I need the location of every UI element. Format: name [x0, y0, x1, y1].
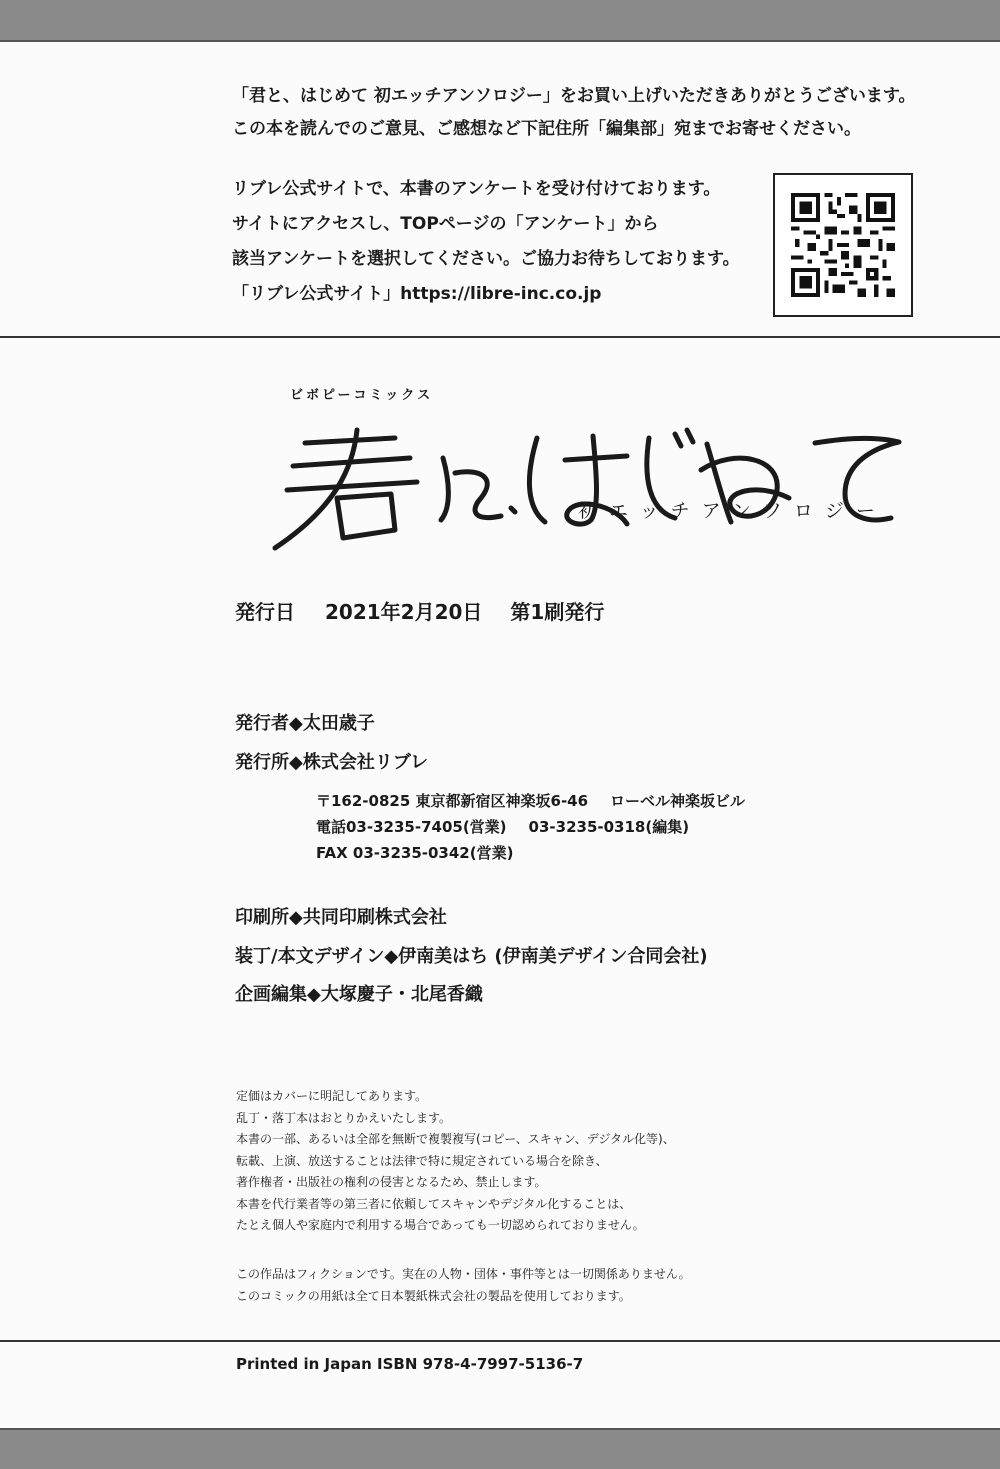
top-scan-band [0, 0, 1000, 42]
phone-sales: 電話03-3235-7405(営業) [316, 818, 507, 836]
bottom-scan-band [0, 1428, 1000, 1469]
phone-editorial: 03-3235-0318(編集) [528, 818, 690, 836]
fax-line: FAX 03-3235-0342(営業) [316, 844, 514, 862]
isbn-footer: Printed in Japan ISBN 978-4-7997-5136-7 [236, 1355, 584, 1373]
qr-code[interactable] [773, 173, 913, 317]
publisher-address [316, 788, 745, 866]
survey-line: 該当アンケートを選択してください。ご協力お待ちしております。 [232, 249, 740, 269]
note-line: 乱丁・落丁本はおとりかえいたします。 [236, 1110, 452, 1125]
building-name: ローベル神楽坂ビル [610, 792, 746, 810]
note-line: たとえ個人や家庭内で利用する場合であっても一切認められておりません。 [236, 1218, 645, 1232]
survey-line: リブレ公式サイトで、本書のアンケートを受け付けております。 [232, 179, 721, 199]
printer-credit: 印刷所◆共同印刷株式会社 [235, 907, 447, 928]
pubdate-label: 発行日 [235, 600, 295, 624]
phone-line [316, 814, 745, 840]
legal-notes [236, 1086, 675, 1237]
pubdate-value: 2021年2月20日 [325, 600, 483, 624]
publication-date [235, 596, 604, 625]
book-subtitle: 初エッチアンソロジー [578, 500, 887, 522]
note-line: 著作権者・出版社の権利の侵害となるため、禁止します。 [236, 1175, 547, 1189]
survey-url[interactable]: 「リブレ公式サイト」https://libre-inc.co.jp [232, 284, 602, 304]
address-line [316, 788, 745, 814]
qr-code-icon [791, 193, 895, 297]
survey-text [232, 172, 740, 312]
note-line: 定価はカバーに明記してあります。 [236, 1089, 428, 1103]
fiction-notes [236, 1264, 691, 1307]
intro-line: 「君と、はじめて 初エッチアンソロジー」をお買い上げいただきありがとうございます。 [232, 86, 916, 106]
note-line: 本書の一部、あるいは全部を無断で複製複写(コピー、スキャン、デジタル化等)、 [236, 1132, 675, 1146]
note-line: この作品はフィクションです。実在の人物・団体・事件等とは一切関係ありません。 [236, 1267, 691, 1281]
editor-credit: 企画編集◆大塚慶子・北尾香織 [235, 984, 483, 1005]
section-divider [0, 336, 1000, 338]
intro-text [232, 80, 916, 146]
note-line: 本書を代行業者等の第三者に依頼してスキャンやデジタル化することは、 [236, 1196, 632, 1211]
publishing-house-credit: 発行所◆株式会社リブレ [235, 752, 429, 773]
book-title-logo [245, 398, 905, 558]
note-line: このコミックの用紙は全て日本製紙株式会社の製品を使用しております。 [236, 1288, 631, 1303]
printing-label: 第1刷発行 [510, 600, 605, 624]
footer-divider [0, 1340, 1000, 1342]
survey-line: サイトにアクセスし、TOPページの「アンケート」から [232, 214, 659, 234]
design-credit: 装丁/本文デザイン◆伊南美はち (伊南美デザイン合同会社) [235, 946, 708, 967]
publisher-credit: 発行者◆太田歳子 [235, 713, 375, 734]
note-line: 転載、上演、放送することは法律で特に規定されている場合を除き、 [236, 1153, 608, 1168]
intro-line: この本を読んでのご意見、ご感想など下記住所「編集部」宛までお寄せください。 [232, 119, 861, 139]
postal-address: 〒162-0825 東京都新宿区神楽坂6-46 [316, 792, 589, 810]
series-name: ビボピーコミックス [290, 388, 434, 403]
